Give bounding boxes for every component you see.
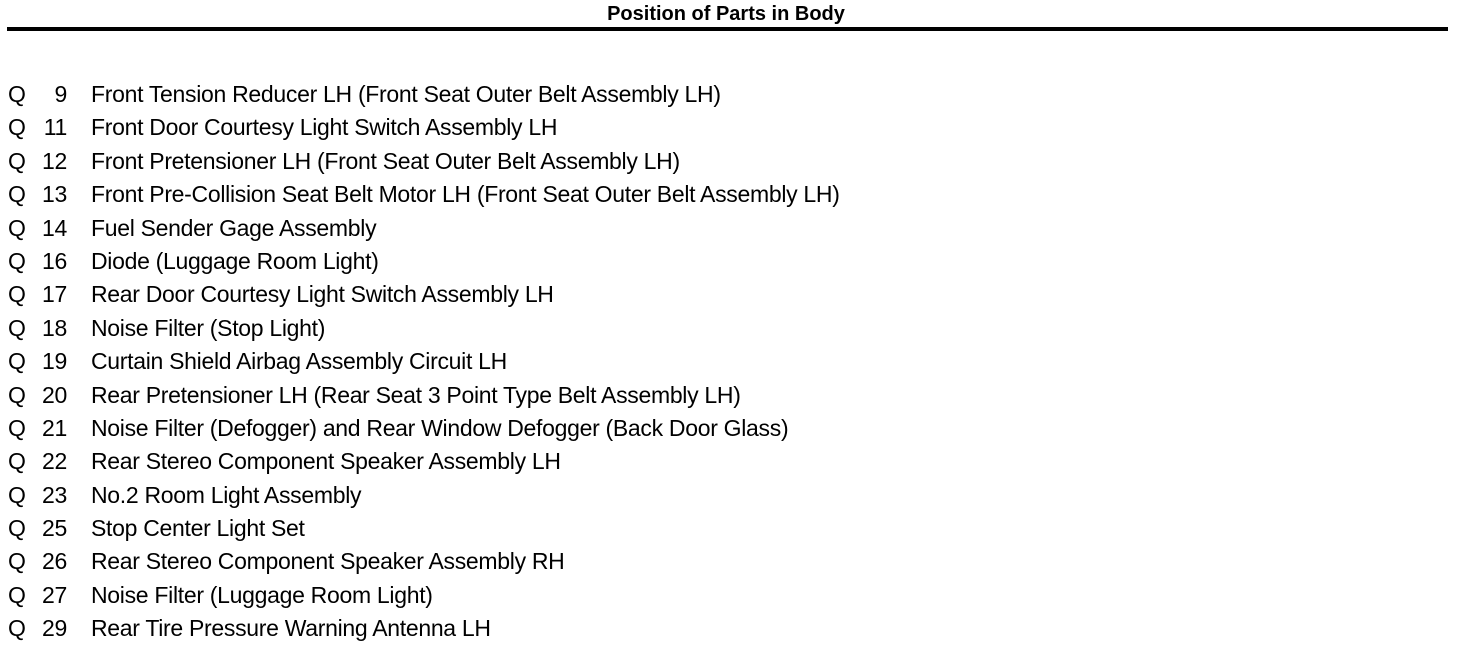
part-number: 20 (42, 381, 67, 408)
part-name: Fuel Sender Gage Assembly (91, 214, 377, 241)
list-item (0, 412, 1460, 445)
part-code: Q (8, 181, 26, 208)
list-item (0, 245, 1460, 278)
part-code: Q (8, 414, 26, 441)
list-item (0, 379, 1460, 412)
part-code: Q (8, 247, 26, 274)
list-item (0, 479, 1460, 512)
part-code: Q (8, 515, 26, 542)
part-code: Q (8, 581, 26, 608)
list-item (0, 78, 1460, 111)
part-name: Rear Stereo Component Speaker Assembly RH (91, 548, 565, 575)
part-code: Q (8, 548, 26, 575)
part-code: Q (8, 448, 26, 475)
list-item (0, 278, 1460, 311)
part-code: Q (8, 214, 26, 241)
part-name: No.2 Room Light Assembly (91, 481, 362, 508)
part-name: Front Pre-Collision Seat Belt Motor LH (Front Seat Outer Belt Assembly LH) (91, 181, 840, 208)
part-number: 25 (42, 515, 67, 542)
part-number: 16 (42, 247, 67, 274)
part-number: 29 (42, 615, 67, 642)
part-number: 23 (42, 481, 67, 508)
part-name: Front Tension Reducer LH (Front Seat Outer Belt Assembly LH) (91, 81, 721, 107)
part-name: Rear Tire Pressure Warning Antenna LH (91, 615, 491, 642)
part-name: Noise Filter (Defogger) and Rear Window Defogger (Back Door Glass) (91, 414, 789, 441)
list-item (0, 445, 1460, 478)
part-code: Q (8, 81, 26, 107)
list-item (0, 579, 1460, 612)
part-name: Stop Center Light Set (91, 515, 305, 542)
list-item (0, 312, 1460, 345)
part-number: 19 (42, 348, 67, 375)
part-name: Noise Filter (Luggage Room Light) (91, 581, 433, 608)
list-item (0, 345, 1460, 378)
part-number: 26 (42, 548, 67, 575)
part-number: 18 (42, 314, 67, 341)
part-name: Rear Pretensioner LH (Rear Seat 3 Point Type Belt Assembly LH) (91, 381, 741, 408)
part-number: 11 (43, 114, 67, 141)
part-number: 21 (42, 414, 67, 441)
list-item (0, 145, 1460, 178)
part-code: Q (8, 114, 26, 141)
part-code: Q (8, 348, 26, 375)
part-name: Rear Stereo Component Speaker Assembly LH (91, 448, 561, 475)
part-code: Q (8, 481, 26, 508)
part-name: Curtain Shield Airbag Assembly Circuit LH (91, 348, 507, 375)
part-number: 22 (42, 448, 67, 475)
list-item (0, 545, 1460, 578)
page-header (0, 0, 1452, 28)
parts-list (0, 78, 1460, 646)
part-name: Front Pretensioner LH (Front Seat Outer Belt Assembly LH) (91, 147, 680, 174)
list-item (0, 178, 1460, 211)
part-name: Rear Door Courtesy Light Switch Assembly LH (91, 281, 554, 308)
part-number: 27 (42, 581, 67, 608)
list-item (0, 612, 1460, 645)
list-item (0, 512, 1460, 545)
part-name: Front Door Courtesy Light Switch Assembly LH (91, 114, 558, 141)
part-number: 12 (42, 147, 67, 174)
title-divider (7, 27, 1448, 31)
part-code: Q (8, 281, 26, 308)
part-code: Q (8, 381, 26, 408)
part-code: Q (8, 314, 26, 341)
part-number: 13 (42, 181, 67, 208)
part-name: Noise Filter (Stop Light) (91, 314, 326, 341)
part-code: Q (8, 147, 26, 174)
list-item (0, 111, 1460, 144)
part-number: 17 (42, 281, 67, 308)
part-number: 9 (54, 81, 67, 107)
page-title: Position of Parts in Body (607, 3, 845, 25)
part-number: 14 (42, 214, 67, 241)
part-code: Q (8, 615, 26, 642)
list-item (0, 212, 1460, 245)
part-name: Diode (Luggage Room Light) (91, 247, 379, 274)
